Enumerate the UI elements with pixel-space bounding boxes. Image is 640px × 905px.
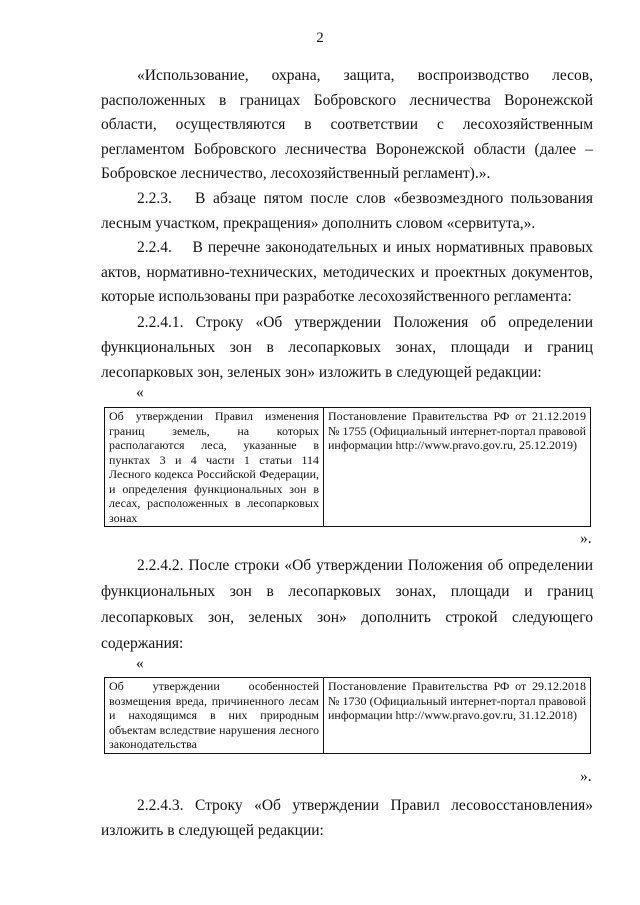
page-number: 2 bbox=[316, 30, 324, 46]
paragraph-2-2-4-1: 2.2.4.1. Строку «Об утверждении Положения об определении функциональных зон в лесопарковых зонах, площади и границ лесопарковых зон, зеленых зон» изложить в следующей редакции: bbox=[101, 314, 593, 381]
paragraph-2-2-4-2: 2.2.4.2. После строки «Об утверждении Положения об определении функциональных зон в лесопарковых зонах, площади и границ лесопарковых зон, зеленых зон» дополнить строкой следующего содержания: bbox=[101, 557, 593, 652]
paragraph-2-2-3: 2.2.3. В абзаце пятом после слов «безвозмездного пользования лесным участком, прекращения» дополнить словом «сервитута,». bbox=[101, 190, 593, 232]
table-cell-title: Об утверждении Правил изменения границ земель, на которых располагаются леса, указанные в пунктах 3 и 4 части 1 статьи 114 Лесного кодекса Российской Федерации, и определения функциональных зон в лесах, расположенных в лесопарковых зонах bbox=[105, 408, 324, 527]
table-row bbox=[105, 408, 591, 527]
table-row bbox=[105, 678, 591, 754]
quote-open-mark-1: « bbox=[136, 384, 144, 401]
paragraph-2-2-4-3: 2.2.4.3. Строку «Об утверждении Правил лесовосстановления» изложить в следующей редакции: bbox=[101, 797, 593, 839]
quote-open-mark-2: « bbox=[136, 655, 144, 672]
paragraph-2-2-4: 2.2.4. В перечне законодательных и иных нормативных правовых актов, нормативно-технических, методических и проектных документов, которые использованы при разработке лесохозяйственного регламента: bbox=[101, 239, 593, 305]
quote-close-mark-1: ». bbox=[580, 530, 592, 547]
table-cell-source: Постановление Правительства РФ от 21.12.2019 № 1755 (Официальный интернет-портал правовой информации http://www.pravo.gov.ru, 25.12.2019) bbox=[324, 408, 591, 527]
table-cell-source: Постановление Правительства РФ от 29.12.2018 № 1730 (Официальный интернет-портал правовой информации http://www.pravo.gov.ru, 31.12.2018) bbox=[324, 678, 591, 754]
regulation-table-2 bbox=[104, 677, 591, 754]
paragraph-intro: «Использование, охрана, защита, воспроизводство лесов, расположенных в границах Бобровского лесничества Воронежской области, осуществляются в соответствии с лесохозяйственным регламентом Бобровского лесничества Воронежской области (далее – Бобровское лесничество, лесохозяйственный регламент).». bbox=[101, 67, 593, 182]
regulation-table-1 bbox=[104, 407, 591, 527]
table-cell-title: Об утверждении особенностей возмещения вреда, причиненного лесам и находящимся в них природным объектам вследствие нарушения лесного законодательства bbox=[105, 678, 324, 754]
quote-close-mark-2: ». bbox=[580, 768, 592, 785]
